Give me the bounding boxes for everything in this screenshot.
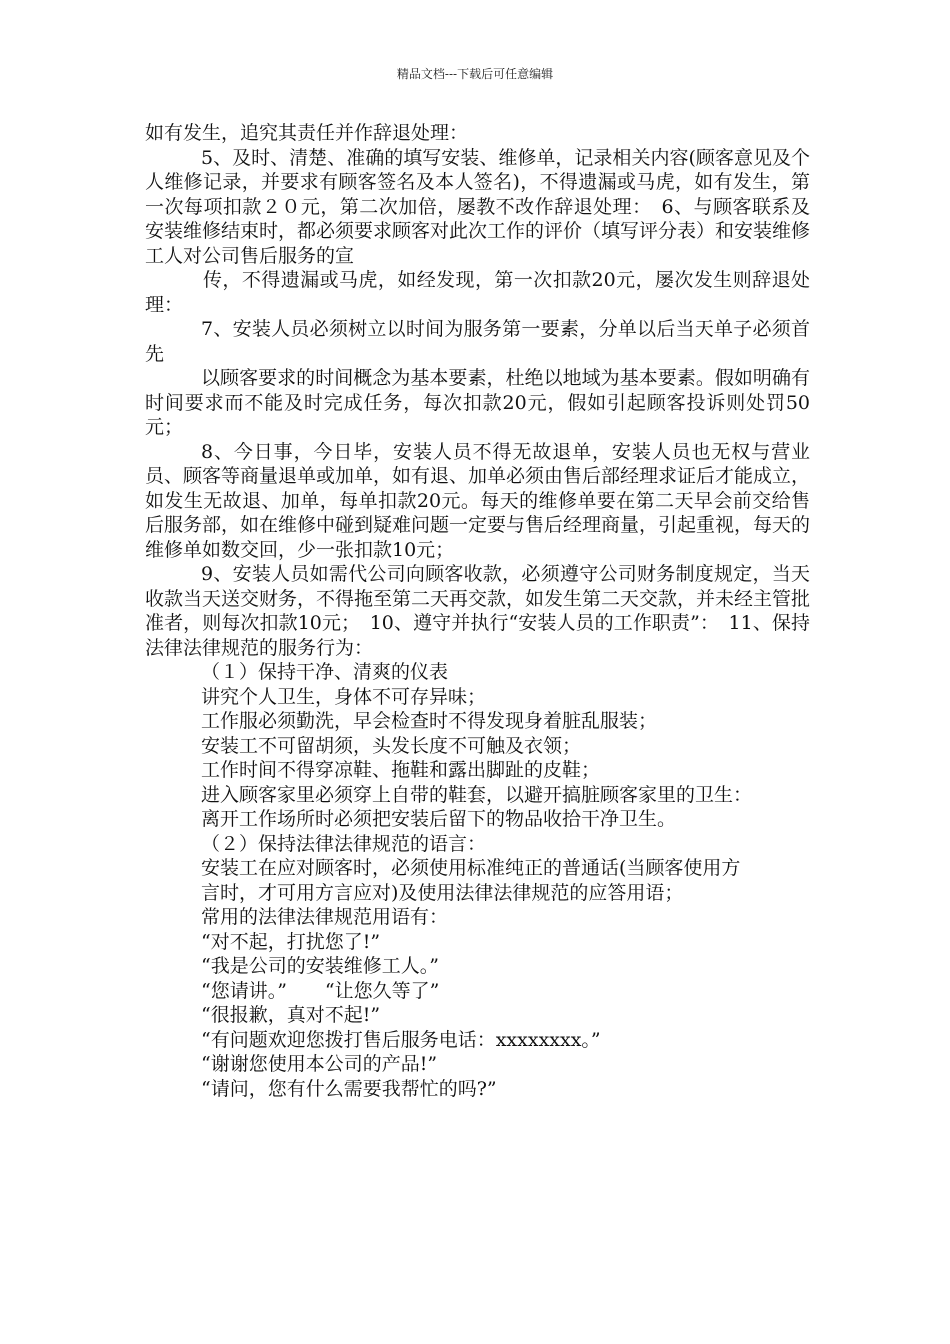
list-item: 安装工不可留胡须，头发长度不可触及衣领； [201, 734, 582, 757]
paragraph-continuation: 传，不得遗漏或马虎，如经发现，第一次扣款20元，屡次发生则辞退处理： [145, 269, 810, 316]
phrase-item: “请问，您有什么需要我帮忙的吗?” [201, 1077, 497, 1100]
list-item: 离开工作场所时必须把安装后留下的物品收拾干净卫生。 [201, 808, 677, 830]
paragraph-item-5-6: 5、及时、清楚、准确的填写安装、维修单，记录相关内容(顾客意见及个人维修记录，并要求有顾客签名及本人签名)，不得遗漏或马虎，如有发生，第一次每项扣款２０元，第二次加倍，屡教不改作辞退处理： 6、与顾客联系及安装维修结束时，都必须要求顾客对此次工作的评价（填写评分表）和安装维修工人对公司售后服务的宣 [145, 146, 811, 267]
subheading-appearance: （１）保持干净、清爽的仪表 [201, 661, 449, 683]
phrase-item: “谢谢您使用本公司的产品!” [201, 1053, 438, 1075]
subheading-language: （２）保持法律法律规范的语言： [201, 832, 487, 855]
paragraph-item-8: 8、今日事，今日毕，安装人员不得无故退单，安装人员也无权与营业员、顾客等商量退单或加单，如有退、加单必须由售后部经理求证后才能成立，如发生无故退、加单，每单扣款20元。每天的维修单要在第二天早会前交给售后服务部，如在维修中碰到疑难问题一定要与售后经理商量，引起重视，每天的维修单如数交回，少一张扣款10元； [145, 440, 811, 561]
paragraph-item-9-11: 9、安装人员如需代公司向顾客收款，必须遵守公司财务制度规定，当天收款当天送交财务，不得拖至第二天再交款，如发生第二天交款，并未经主管批准者，则每次扣款10元； 10、遵守并执行“安装人员的工作职责”： 11、保持法律法律规范的服务行为： [145, 563, 811, 659]
phrase-item: “有问题欢迎您拨打售后服务电话：xxxxxxxx。” [201, 1028, 601, 1051]
paragraph-item-7: 7、安装人员必须树立以时间为服务第一要素，分单以后当天单子必须首先 [145, 318, 810, 365]
phrase-item: “对不起，打扰您了!” [201, 930, 381, 953]
phrase-item: “我是公司的安装维修工人。” [201, 955, 439, 977]
page-header-watermark: 精品文档---下载后可任意编辑 [396, 67, 554, 81]
paragraph-language-rule: 安装工在应对顾客时，必须使用标准纯正的普通话(当顾客使用方 [201, 857, 741, 879]
list-intro: 常用的法律法律规范用语有： [201, 906, 449, 928]
document-body [145, 121, 810, 1101]
list-item: 工作时间不得穿凉鞋、拖鞋和露出脚趾的皮鞋； [201, 759, 601, 781]
phrase-item: “您请讲。” “让您久等了” [201, 979, 440, 1002]
paragraph-1: 如有发生，追究其责任并作辞退处理： [145, 122, 469, 144]
paragraph-time-requirement: 以顾客要求的时间概念为基本要素，杜绝以地域为基本要素。假如明确有时间要求而不能及时完成任务，每次扣款20元，假如引起顾客投诉则处罚50元； [145, 367, 810, 438]
list-item: 讲究个人卫生，身体不可存异味； [201, 685, 487, 708]
phrase-item: “很报歉，真对不起!” [201, 1004, 381, 1026]
list-item: 工作服必须勤洗，早会检查时不得发现身着脏乱服装； [201, 710, 658, 732]
list-item: 进入顾客家里必须穿上自带的鞋套，以避开搞脏顾客家里的卫生： [201, 783, 753, 806]
paragraph-language-rule-continuation: 言时，才可用方言应对)及使用法律法律规范的应答用语； [201, 881, 684, 904]
